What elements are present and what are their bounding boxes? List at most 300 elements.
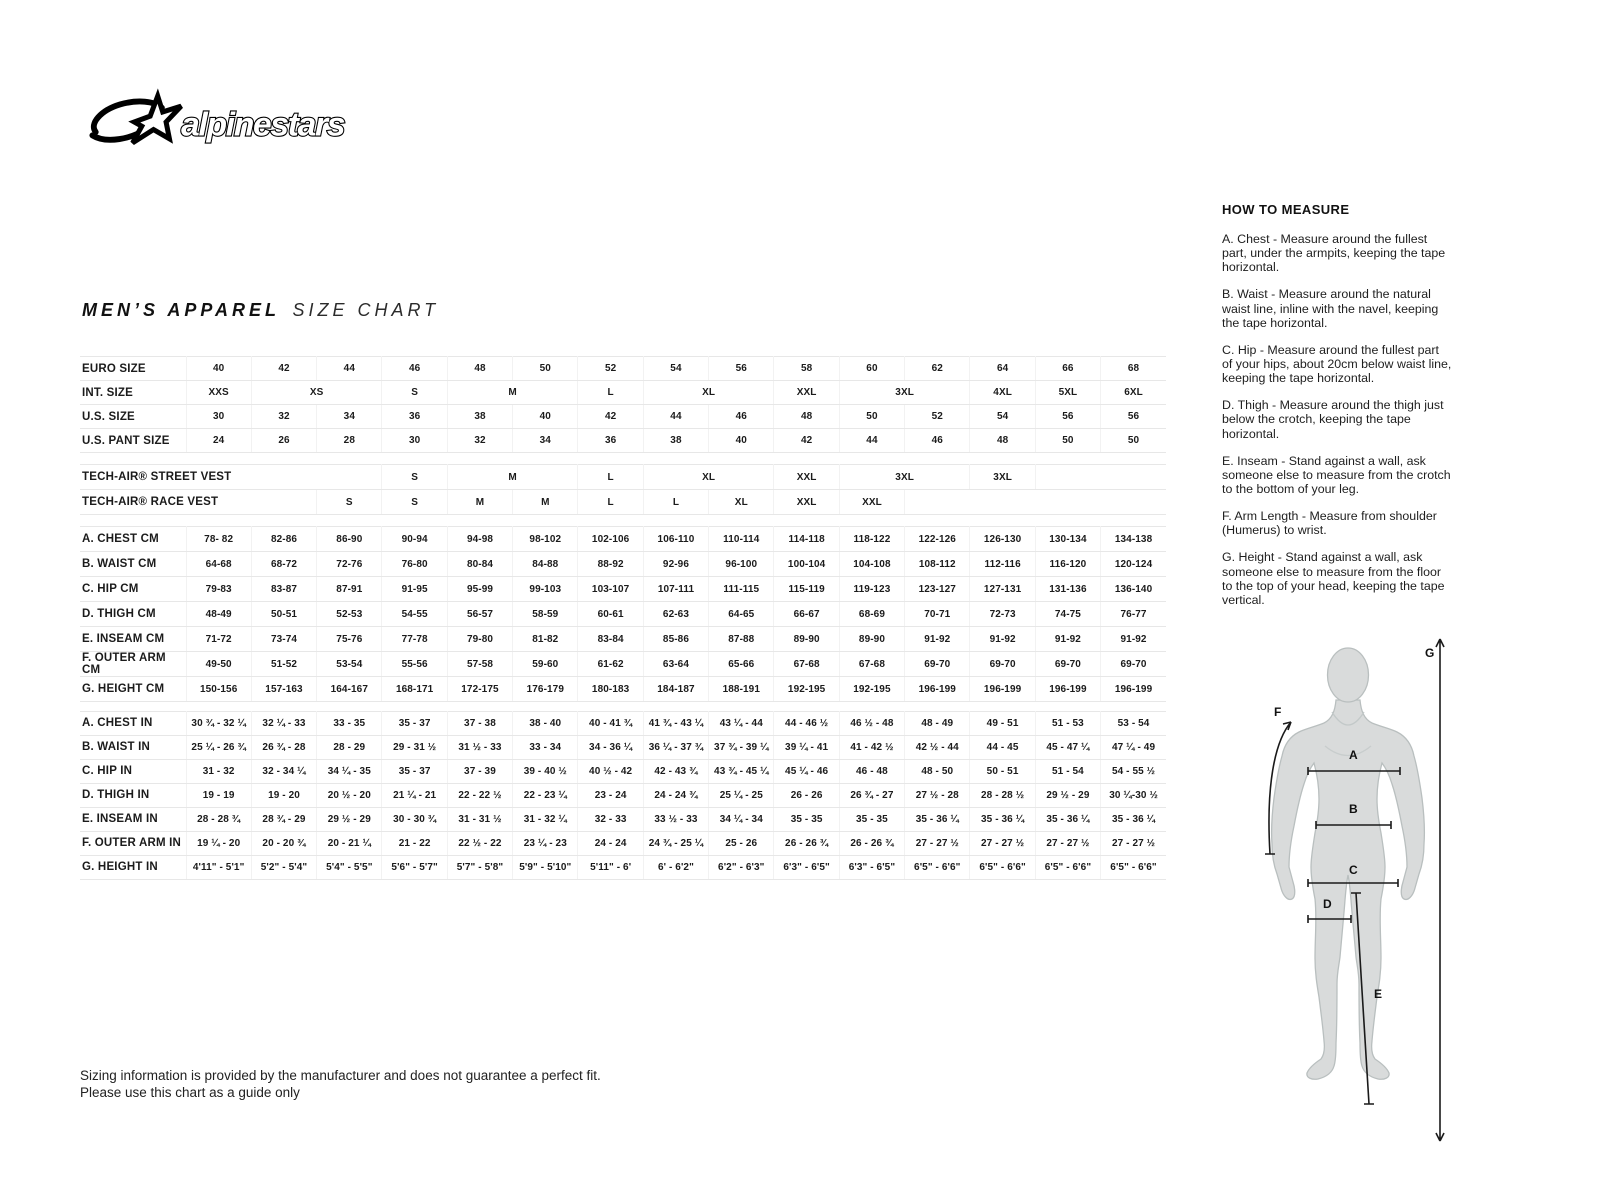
size-cell: 108-112	[905, 552, 970, 577]
size-cell: 87-88	[709, 627, 774, 652]
size-cell: M	[513, 490, 578, 515]
size-cell: 196-199	[1035, 677, 1100, 702]
size-cell: 78- 82	[186, 527, 251, 552]
size-cell: 28 ¾ - 29	[251, 808, 316, 832]
size-cell: 19 - 20	[251, 784, 316, 808]
size-cell: 111-115	[709, 577, 774, 602]
size-cell: 172-175	[447, 677, 512, 702]
label-height: G	[1425, 646, 1435, 660]
size-cell: 26	[251, 429, 316, 453]
body-diagram	[1228, 616, 1460, 1156]
row-label: A. CHEST IN	[80, 712, 186, 736]
size-cell: 63-64	[643, 652, 708, 677]
table-row	[80, 602, 1166, 627]
size-cell: 51-52	[251, 652, 316, 677]
row-label: E. INSEAM CM	[80, 627, 186, 652]
size-cell: 49 - 51	[970, 712, 1035, 736]
size-cell: 35 - 36 ¼	[1101, 808, 1166, 832]
size-cell: 48 - 50	[905, 760, 970, 784]
row-label: U.S. PANT SIZE	[80, 429, 186, 453]
size-cell: 36 ¼ - 37 ¾	[643, 736, 708, 760]
size-cell: 42 ½ - 44	[905, 736, 970, 760]
size-cell: 53-54	[317, 652, 382, 677]
empty-cell	[905, 490, 1166, 515]
label-thigh: D	[1323, 897, 1332, 911]
size-cell: 31 - 31 ½	[447, 808, 512, 832]
row-label: TECH-AIR® RACE VEST	[80, 490, 317, 515]
size-cell: 24 - 24 ¾	[643, 784, 708, 808]
size-cell: 72-76	[317, 552, 382, 577]
male-silhouette-icon	[1272, 648, 1425, 1079]
size-cell: 44 - 46 ½	[774, 712, 839, 736]
size-cell: 38 - 40	[513, 712, 578, 736]
size-cell: 36	[382, 405, 447, 429]
size-cell: 67-68	[774, 652, 839, 677]
size-cell: 26 ¾ - 27	[839, 784, 904, 808]
row-label: G. HEIGHT IN	[80, 856, 186, 880]
size-cell: 23 - 24	[578, 784, 643, 808]
size-cell: L	[578, 490, 643, 515]
size-cell: 82-86	[251, 527, 316, 552]
size-cell: 48	[970, 429, 1035, 453]
size-cell: 4'11" - 5'1"	[186, 856, 251, 880]
size-cell: 5'2" - 5'4"	[251, 856, 316, 880]
size-cell: 69-70	[905, 652, 970, 677]
size-cell: 88-92	[578, 552, 643, 577]
size-cell: 76-80	[382, 552, 447, 577]
measure-instruction: D. Thigh - Measure around the thigh just below the crotch, keeping the tape horizontal.	[1222, 398, 1444, 441]
size-cell: 81-82	[513, 627, 578, 652]
size-cell: 30 ¾ - 32 ¼	[186, 712, 251, 736]
size-cell: 57-58	[447, 652, 512, 677]
size-cell: 47 ¼ - 49	[1101, 736, 1166, 760]
size-cell: 20 - 20 ¾	[251, 832, 316, 856]
size-cell: 48 - 49	[905, 712, 970, 736]
size-cell: 38	[643, 429, 708, 453]
size-cell: 21 - 22	[382, 832, 447, 856]
size-cell: 52-53	[317, 602, 382, 627]
size-cell: 99-103	[513, 577, 578, 602]
size-cell: 35 - 35	[774, 808, 839, 832]
size-cell: 56	[1035, 405, 1100, 429]
table-row	[80, 784, 1166, 808]
row-label: D. THIGH IN	[80, 784, 186, 808]
size-cell: 74-75	[1035, 602, 1100, 627]
size-cell: S	[317, 490, 382, 515]
size-cell: 76-77	[1101, 602, 1166, 627]
size-cell: 50	[1101, 429, 1166, 453]
size-cell: 168-171	[382, 677, 447, 702]
size-cell: 24 ¾ - 25 ¼	[643, 832, 708, 856]
size-cell: 54-55	[382, 602, 447, 627]
size-cell: 45 - 47 ¼	[1035, 736, 1100, 760]
size-cell: 196-199	[1101, 677, 1166, 702]
size-cell: 22 ½ - 22	[447, 832, 512, 856]
size-cell: 69-70	[1101, 652, 1166, 677]
size-cell: 95-99	[447, 577, 512, 602]
size-cell: 94-98	[447, 527, 512, 552]
size-cell: 6' - 6'2"	[643, 856, 708, 880]
size-cell: 56	[1101, 405, 1166, 429]
table-row	[80, 490, 1166, 515]
size-cell: 5'11" - 6'	[578, 856, 643, 880]
size-cell: 114-118	[774, 527, 839, 552]
page-title-sub: SIZE CHART	[292, 300, 440, 320]
size-cell: 48-49	[186, 602, 251, 627]
size-cell: 107-111	[643, 577, 708, 602]
size-cell: 28 - 28 ½	[970, 784, 1035, 808]
size-cell: 46 - 48	[839, 760, 904, 784]
size-cell: 28	[317, 429, 382, 453]
size-cell: S	[382, 381, 447, 405]
size-cell: 40	[513, 405, 578, 429]
size-cell: 83-87	[251, 577, 316, 602]
size-cell: 5'9" - 5'10"	[513, 856, 578, 880]
row-label: INT. SIZE	[80, 381, 186, 405]
measure-instruction: B. Waist - Measure around the natural waist line, inline with the navel, keeping the tape horizontal.	[1222, 287, 1439, 330]
table-row	[80, 652, 1166, 677]
height-line	[1436, 639, 1444, 1141]
size-cell: XS	[251, 381, 382, 405]
size-cell: 19 ¼ - 20	[186, 832, 251, 856]
size-cell: 50 - 51	[970, 760, 1035, 784]
size-cell: 29 ½ - 29	[317, 808, 382, 832]
size-cell: 61-62	[578, 652, 643, 677]
size-cell: 27 - 27 ½	[970, 832, 1035, 856]
row-label: C. HIP IN	[80, 760, 186, 784]
table-row	[80, 677, 1166, 702]
size-cell: 26 ¾ - 28	[251, 736, 316, 760]
table-row	[80, 856, 1166, 880]
table-row	[80, 712, 1166, 736]
size-cell: 44	[643, 405, 708, 429]
size-cell: XL	[643, 465, 774, 490]
size-cell: 68-69	[839, 602, 904, 627]
size-cell: 35 - 36 ¼	[905, 808, 970, 832]
size-cell: 98-102	[513, 527, 578, 552]
row-label: TECH-AIR® STREET VEST	[80, 465, 382, 490]
size-cell: 184-187	[643, 677, 708, 702]
size-cell: 54	[970, 405, 1035, 429]
size-cell: 40	[709, 429, 774, 453]
size-cell: 46	[382, 357, 447, 381]
size-cell: 89-90	[839, 627, 904, 652]
size-cell: 6'5" - 6'6"	[1101, 856, 1166, 880]
how-to-measure-list	[1222, 232, 1452, 607]
size-cell: 27 - 27 ½	[905, 832, 970, 856]
size-cell: 44	[317, 357, 382, 381]
measure-instruction: G. Height - Stand against a wall, ask someone else to measure from the floor to the top of your head, keeping the tape vertical.	[1222, 550, 1445, 607]
size-cell: 28 - 28 ¾	[186, 808, 251, 832]
size-cell: 115-119	[774, 577, 839, 602]
size-cell: 102-106	[578, 527, 643, 552]
table-row	[80, 381, 1166, 405]
size-cell: 6'3" - 6'5"	[774, 856, 839, 880]
page-title	[82, 300, 439, 321]
size-cell: 66	[1035, 357, 1100, 381]
size-cell: 33 - 34	[513, 736, 578, 760]
size-cell: 75-76	[317, 627, 382, 652]
measure-instruction: C. Hip - Measure around the fullest part of your hips, about 20cm below waist line, keeping the tape horizontal.	[1222, 342, 1452, 386]
size-cell: 19 - 19	[186, 784, 251, 808]
size-cell: XXL	[774, 490, 839, 515]
size-cell: 30	[382, 429, 447, 453]
size-cell: 25 ¼ - 25	[709, 784, 774, 808]
size-cell: 85-86	[643, 627, 708, 652]
size-cell: 22 - 23 ¼	[513, 784, 578, 808]
size-cell: 42 - 43 ¾	[643, 760, 708, 784]
size-cell: 120-124	[1101, 552, 1166, 577]
table-row	[80, 832, 1166, 856]
size-cell: 41 - 42 ½	[839, 736, 904, 760]
size-cell: 72-73	[970, 602, 1035, 627]
size-cell: 157-163	[251, 677, 316, 702]
size-cell: 50	[513, 357, 578, 381]
size-cell: M	[447, 465, 578, 490]
size-cell: 51 - 53	[1035, 712, 1100, 736]
measurements-cm-table	[80, 526, 1166, 702]
size-cell: 60-61	[578, 602, 643, 627]
size-cell: 5XL	[1035, 381, 1100, 405]
table-row	[80, 736, 1166, 760]
size-cell: 6XL	[1101, 381, 1166, 405]
size-cell: 134-138	[1101, 527, 1166, 552]
size-cell: 192-195	[839, 677, 904, 702]
alpinestars-wordmark: alpinestars	[181, 106, 345, 144]
row-label: F. OUTER ARM IN	[80, 832, 186, 856]
size-cell: 25 - 26	[709, 832, 774, 856]
size-cell: 60	[839, 357, 904, 381]
techair-table	[80, 464, 1166, 515]
size-cell: 55-56	[382, 652, 447, 677]
size-cell: 50	[1035, 429, 1100, 453]
how-to-measure-title: HOW TO MEASURE	[1222, 202, 1350, 217]
size-cell: 116-120	[1035, 552, 1100, 577]
size-cell: 58	[774, 357, 839, 381]
size-cell: 69-70	[1035, 652, 1100, 677]
size-cell: XL	[709, 490, 774, 515]
size-cell: XXL	[774, 465, 839, 490]
size-cell: 44 - 45	[970, 736, 1035, 760]
size-cell: 90-94	[382, 527, 447, 552]
size-cell: 34	[317, 405, 382, 429]
size-cell: 44	[839, 429, 904, 453]
row-label: U.S. SIZE	[80, 405, 186, 429]
size-cell: 65-66	[709, 652, 774, 677]
size-cell: 91-95	[382, 577, 447, 602]
size-cell: 89-90	[774, 627, 839, 652]
size-cell: 43 ¼ - 44	[709, 712, 774, 736]
size-cell: 119-123	[839, 577, 904, 602]
size-cell: 39 - 40 ½	[513, 760, 578, 784]
size-cell: 188-191	[709, 677, 774, 702]
row-label: D. THIGH CM	[80, 602, 186, 627]
size-cell: 40	[186, 357, 251, 381]
size-cell: 196-199	[905, 677, 970, 702]
how-to-measure-section	[1222, 202, 1452, 620]
size-cell: 33 - 35	[317, 712, 382, 736]
table-row	[80, 760, 1166, 784]
size-cell: 35 - 35	[839, 808, 904, 832]
row-label: B. WAIST CM	[80, 552, 186, 577]
size-cell: 20 - 21 ¼	[317, 832, 382, 856]
size-cell: 35 - 36 ¼	[1035, 808, 1100, 832]
size-cell: 24	[186, 429, 251, 453]
size-cell: 31 ½ - 33	[447, 736, 512, 760]
size-cell: 92-96	[643, 552, 708, 577]
table-row	[80, 429, 1166, 453]
size-cell: 54	[643, 357, 708, 381]
size-cell: 96-100	[709, 552, 774, 577]
size-cell: XXL	[774, 381, 839, 405]
size-cell: 34 ¼ - 35	[317, 760, 382, 784]
size-cell: 68	[1101, 357, 1166, 381]
size-cell: 136-140	[1101, 577, 1166, 602]
size-cell: 34 - 36 ¼	[578, 736, 643, 760]
size-cell: 26 - 26	[774, 784, 839, 808]
row-label: A. CHEST CM	[80, 527, 186, 552]
table-row	[80, 357, 1166, 381]
size-cell: 91-92	[905, 627, 970, 652]
size-cell: 22 - 22 ½	[447, 784, 512, 808]
size-cell: 123-127	[905, 577, 970, 602]
size-cell: 104-108	[839, 552, 904, 577]
size-cell: M	[447, 381, 578, 405]
table-row	[80, 465, 1166, 490]
table-row	[80, 627, 1166, 652]
size-cell: 49-50	[186, 652, 251, 677]
size-cell: 30 ¼-30 ½	[1101, 784, 1166, 808]
table-row	[80, 405, 1166, 429]
size-cell: S	[382, 490, 447, 515]
table-row	[80, 527, 1166, 552]
size-cell: 46	[709, 405, 774, 429]
size-cell: 39 ¼ - 41	[774, 736, 839, 760]
size-cell: 6'2" - 6'3"	[709, 856, 774, 880]
measure-instruction: A. Chest - Measure around the fullest part, under the armpits, keeping the tape horizontal.	[1222, 232, 1446, 275]
size-cell: 34 ¼ - 34	[709, 808, 774, 832]
row-label: E. INSEAM IN	[80, 808, 186, 832]
row-label: B. WAIST IN	[80, 736, 186, 760]
size-cell: 53 - 54	[1101, 712, 1166, 736]
size-cell: 77-78	[382, 627, 447, 652]
size-cell: 48	[774, 405, 839, 429]
size-cell: 100-104	[774, 552, 839, 577]
size-cell: 38	[447, 405, 512, 429]
size-cell: 56	[709, 357, 774, 381]
measurements-in-table	[80, 711, 1166, 880]
size-cell: 34	[513, 429, 578, 453]
size-cell: 43 ¾ - 45 ¼	[709, 760, 774, 784]
label-waist: B	[1349, 802, 1358, 816]
size-cell: 35 - 37	[382, 760, 447, 784]
size-cell: 21 ¼ - 21	[382, 784, 447, 808]
alpinestars-star-icon	[92, 96, 181, 143]
size-cell: 110-114	[709, 527, 774, 552]
size-cell: 30 - 30 ¾	[382, 808, 447, 832]
size-cell: 35 - 37	[382, 712, 447, 736]
size-cell: 80-84	[447, 552, 512, 577]
size-cell: 62-63	[643, 602, 708, 627]
row-label: EURO SIZE	[80, 357, 186, 381]
size-cell: L	[643, 490, 708, 515]
size-cell: 67-68	[839, 652, 904, 677]
size-cell: 37 - 39	[447, 760, 512, 784]
size-cell: 5'4" - 5'5"	[317, 856, 382, 880]
size-cell: 73-74	[251, 627, 316, 652]
size-cell: 59-60	[513, 652, 578, 677]
size-cell: 31 - 32	[186, 760, 251, 784]
size-cell: 23 ¼ - 23	[513, 832, 578, 856]
size-cell: 164-167	[317, 677, 382, 702]
size-cell: 5'6" - 5'7"	[382, 856, 447, 880]
size-cell: 36	[578, 429, 643, 453]
size-cell: 91-92	[1101, 627, 1166, 652]
size-cell: 52	[905, 405, 970, 429]
size-cell: 127-131	[970, 577, 1035, 602]
size-cell: 46 ½ - 48	[839, 712, 904, 736]
empty-cell	[1035, 465, 1166, 490]
size-cell: 192-195	[774, 677, 839, 702]
size-cell: 30	[186, 405, 251, 429]
size-cell: L	[578, 381, 643, 405]
size-cell: XXL	[839, 490, 904, 515]
size-cell: 32 ¼ - 33	[251, 712, 316, 736]
size-cell: 126-130	[970, 527, 1035, 552]
size-cell: 40 ½ - 42	[578, 760, 643, 784]
size-cell: 42	[578, 405, 643, 429]
size-cell: 3XL	[839, 381, 970, 405]
size-cell: 56-57	[447, 602, 512, 627]
size-cell: 20 ½ - 20	[317, 784, 382, 808]
label-inseam: E	[1374, 987, 1383, 1001]
size-cell: 4XL	[970, 381, 1035, 405]
size-cell: 112-116	[970, 552, 1035, 577]
size-cell: 3XL	[970, 465, 1035, 490]
size-cell: 40 - 41 ¾	[578, 712, 643, 736]
size-cell: 32	[251, 405, 316, 429]
size-cell: 70-71	[905, 602, 970, 627]
size-cell: 48	[447, 357, 512, 381]
size-cell: 180-183	[578, 677, 643, 702]
size-cell: 66-67	[774, 602, 839, 627]
table-row	[80, 577, 1166, 602]
size-cell: 79-80	[447, 627, 512, 652]
size-cell: 51 - 54	[1035, 760, 1100, 784]
size-cell: 62	[905, 357, 970, 381]
size-cell: 176-179	[513, 677, 578, 702]
size-cell: 32 - 34 ¼	[251, 760, 316, 784]
size-cell: 27 ½ - 28	[905, 784, 970, 808]
footer-note	[80, 1068, 601, 1102]
size-cell: 87-91	[317, 577, 382, 602]
size-cell: 64-65	[709, 602, 774, 627]
size-cell: 37 ¾ - 39 ¼	[709, 736, 774, 760]
size-cell: 41 ¾ - 43 ¼	[643, 712, 708, 736]
size-cell: 58-59	[513, 602, 578, 627]
size-cell: 84-88	[513, 552, 578, 577]
size-cell: 45 ¼ - 46	[774, 760, 839, 784]
size-cell: 131-136	[1035, 577, 1100, 602]
size-cell: 46	[905, 429, 970, 453]
size-cell: 6'5" - 6'6"	[970, 856, 1035, 880]
row-label: C. HIP CM	[80, 577, 186, 602]
alpinestars-logo	[84, 80, 352, 164]
page-title-main: MEN’S APPAREL	[82, 300, 281, 320]
measure-instruction: E. Inseam - Stand against a wall, ask someone else to measure from the crotch to the bottom of your leg.	[1222, 453, 1451, 496]
size-cell: 24 - 24	[578, 832, 643, 856]
size-cell: XXS	[186, 381, 251, 405]
